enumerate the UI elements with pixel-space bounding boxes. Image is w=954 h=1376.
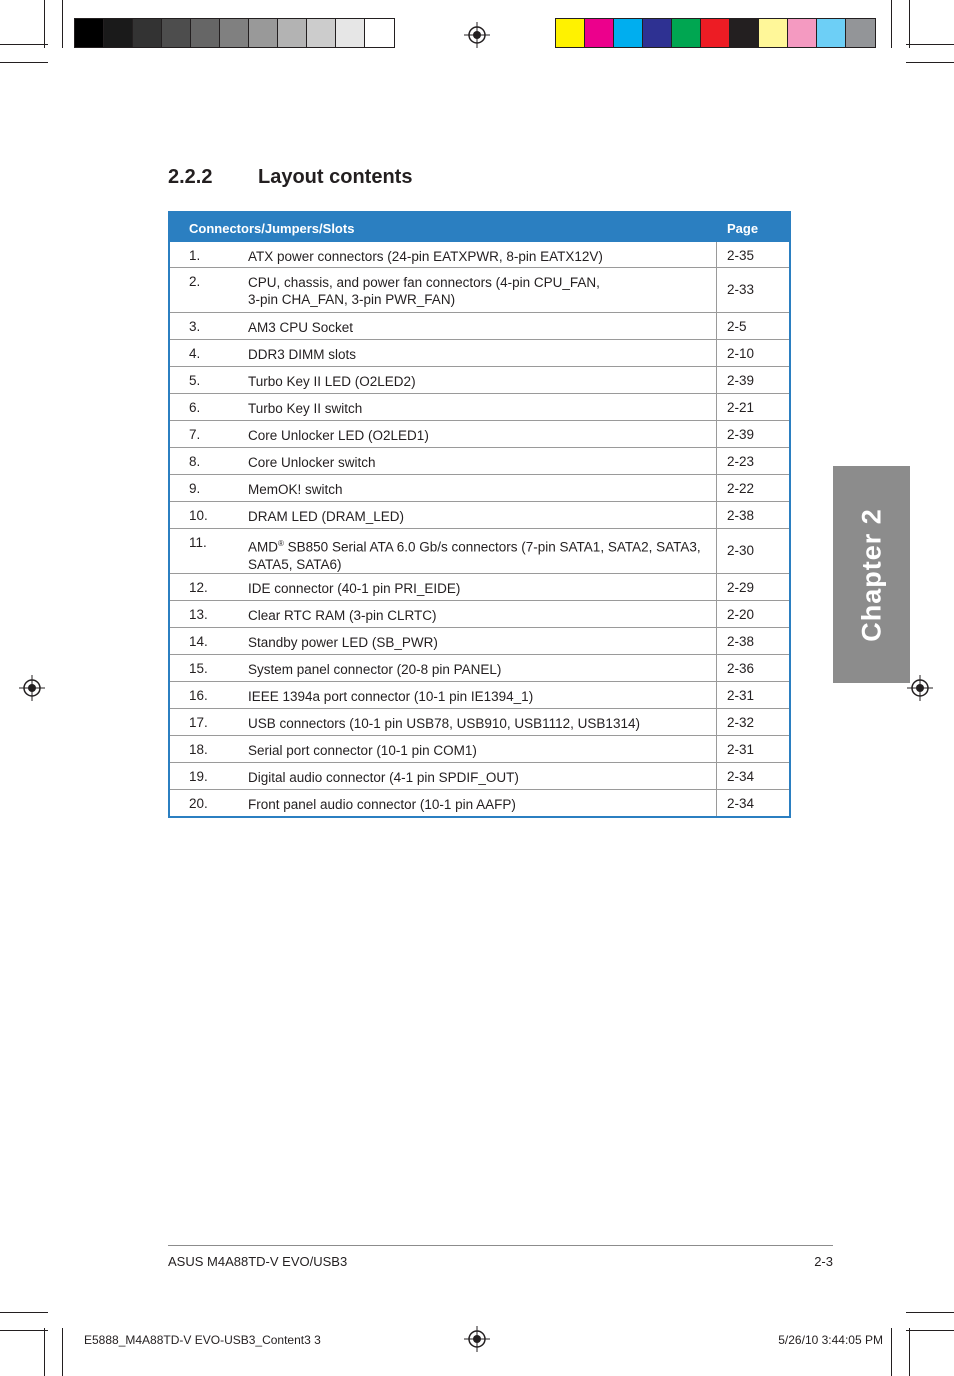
row-number: 7. [189,427,201,442]
row-number: 2. [189,274,201,289]
row-page: 2-31 [727,742,755,757]
row-page: 2-32 [727,715,755,730]
color-swatch [365,19,394,47]
table-row [170,367,789,394]
chapter-label: Chapter 2 [856,507,886,642]
row-number: 8. [189,454,201,469]
color-swatch [336,19,365,47]
row-description: Turbo Key II switch [248,401,363,416]
color-swatch [278,19,307,47]
color-swatch [220,19,249,47]
row-page: 2-5 [727,319,747,334]
row-number: 18. [189,742,208,757]
row-page: 2-20 [727,607,755,622]
row-description: System panel connector (20-8 pin PANEL) [248,662,502,677]
row-description: MemOK! switch [248,482,343,497]
row-page: 2-31 [727,688,755,703]
table-row [170,601,789,628]
color-swatch [730,19,759,47]
table-row [170,736,789,763]
color-swatch [643,19,672,47]
color-swatch [701,19,730,47]
footer-rule [168,1245,833,1246]
table-row [170,242,789,268]
table-row [170,502,789,529]
chapter-tab [833,466,910,683]
row-page: 2-21 [727,400,755,415]
color-swatch [162,19,191,47]
row-page: 2-38 [727,508,755,523]
row-description [248,535,718,573]
row-description: DDR3 DIMM slots [248,347,357,362]
row-description: IDE connector (40-1 pin PRI_EIDE) [248,581,461,596]
row-page: 2-29 [727,580,755,595]
color-swatch [759,19,788,47]
row-number: 14. [189,634,208,649]
row-page: 2-34 [727,796,755,811]
registration-mark-icon [19,675,45,701]
row-number: 20. [189,796,208,811]
row-page: 2-38 [727,634,755,649]
row-page: 2-22 [727,481,755,496]
row-description: IEEE 1394a port connector (10-1 pin IE1394_1) [248,689,534,704]
footer-page-number: 2-3 [814,1254,833,1269]
row-description: Core Unlocker switch [248,455,376,470]
table-row [170,268,789,313]
table-row [170,574,789,601]
table-row [170,628,789,655]
color-swatch [672,19,701,47]
table-row [170,448,789,475]
registration-mark-icon [464,1326,490,1352]
row-number: 6. [189,400,201,415]
row-description: Serial port connector (10-1 pin COM1) [248,743,477,758]
row-number: 3. [189,319,201,334]
registration-mark-icon [464,22,490,48]
color-swatch [133,19,162,47]
color-swatch [585,19,614,47]
table-row [170,313,789,340]
row-description: Digital audio connector (4-1 pin SPDIF_OUT) [248,770,519,785]
brand-name: AMD [248,539,278,555]
registration-mark-icon [907,675,933,701]
row-description: CPU, chassis, and power fan connectors (4-pin CPU_FAN, 3-pin CHA_FAN, 3-pin PWR_FAN) [248,275,600,307]
table-row [170,340,789,367]
description-text: SB850 Serial ATA 6.0 Gb/s connectors (7-pin SATA1, SATA2, SATA3, SATA5, SATA6) [248,539,701,572]
table-row [170,655,789,682]
color-swatch [249,19,278,47]
row-page: 2-36 [727,661,755,676]
row-number: 9. [189,481,201,496]
table-row [170,394,789,421]
row-page: 2-34 [727,769,755,784]
row-page: 2-33 [727,282,755,297]
section-number: 2.2.2 [168,166,213,188]
row-number: 19. [189,769,208,784]
print-slug-timestamp: 5/26/10 3:44:05 PM [778,1333,883,1347]
row-page: 2-35 [727,248,755,263]
color-swatch [788,19,817,47]
color-swatch [191,19,220,47]
row-number: 17. [189,715,208,730]
row-description: DRAM LED (DRAM_LED) [248,509,405,524]
row-number: 16. [189,688,208,703]
row-number: 13. [189,607,208,622]
row-description: Standby power LED (SB_PWR) [248,635,438,650]
row-page: 2-30 [727,543,755,558]
footer-product: ASUS M4A88TD-V EVO/USB3 [168,1254,348,1269]
layout-contents-table [168,211,791,818]
row-number: 15. [189,661,208,676]
color-swatch [75,19,104,47]
color-swatch [556,19,585,47]
row-number: 10. [189,508,208,523]
row-page: 2-10 [727,346,755,361]
row-description: ATX power connectors (24-pin EATXPWR, 8-pin EATX12V) [248,249,603,264]
row-description: Turbo Key II LED (O2LED2) [248,374,416,389]
table-row [170,790,789,816]
column-divider [716,242,717,816]
color-swatch-bar [555,18,876,48]
section-heading [168,166,412,189]
grayscale-swatch-bar [74,18,395,48]
color-swatch [614,19,643,47]
row-description: AM3 CPU Socket [248,320,354,335]
header-page: Page [727,221,759,236]
row-number: 11. [189,535,207,550]
table-row [170,529,789,574]
table-row [170,421,789,448]
row-description: Core Unlocker LED (O2LED1) [248,428,429,443]
table-row [170,709,789,736]
table-row [170,763,789,790]
registered-mark: ® [278,539,284,548]
color-swatch [846,19,875,47]
table-body [170,242,789,816]
row-number: 12. [189,580,208,595]
row-description: USB connectors (10-1 pin USB78, USB910, USB1112, USB1314) [248,716,640,731]
row-page: 2-23 [727,454,755,469]
section-title: Layout contents [258,166,413,188]
color-swatch [307,19,336,47]
row-page: 2-39 [727,373,755,388]
row-number: 4. [189,346,201,361]
table-row [170,475,789,502]
row-description: Clear RTC RAM (3-pin CLRTC) [248,608,437,623]
row-description: Front panel audio connector (10-1 pin AAFP) [248,797,516,812]
table-row [170,682,789,709]
header-connectors: Connectors/Jumpers/Slots [189,221,355,236]
row-number: 1. [189,248,201,263]
color-swatch [817,19,846,47]
table-header [170,213,789,242]
row-page: 2-39 [727,427,755,442]
print-slug-file: E5888_M4A88TD-V EVO-USB3_Content3 3 [84,1333,321,1347]
row-number: 5. [189,373,201,388]
color-swatch [104,19,133,47]
